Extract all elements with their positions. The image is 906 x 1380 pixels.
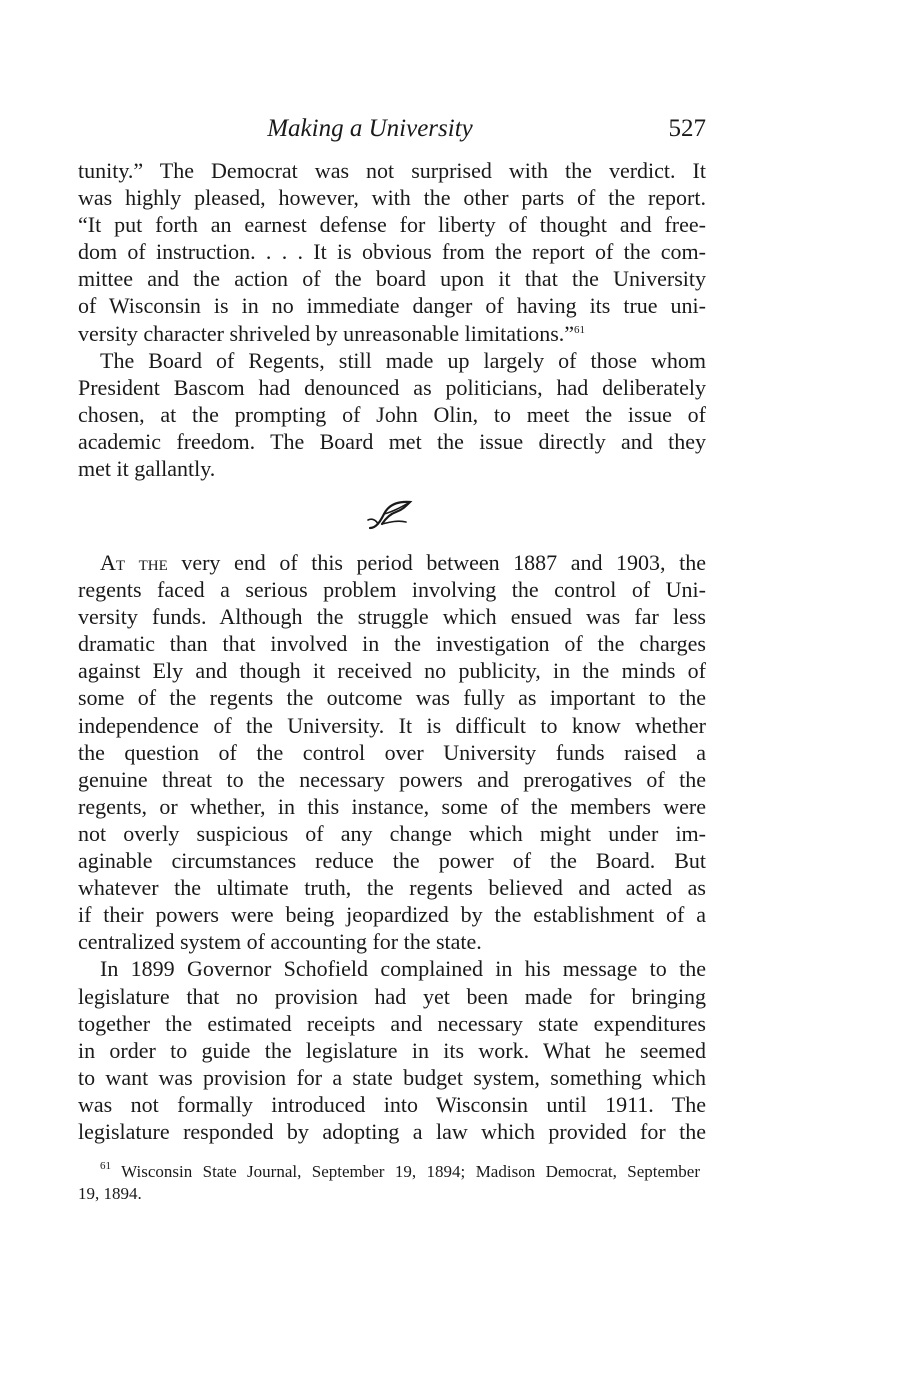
text-line: whatever the ultimate truth, the regents believed and acted as: [78, 875, 706, 901]
text-line: if their powers were being jeopardized by the establishment of a: [78, 902, 706, 928]
text-line: regents faced a serious problem involving the control of Uni-: [78, 577, 706, 603]
main-text-bottom: [78, 549, 706, 1145]
footnote-text: 19, 1894.: [78, 1184, 142, 1203]
text-line: versity character shriveled by unreasonable limitations.”: [78, 320, 575, 346]
page-number: 527: [668, 115, 706, 142]
text-line: dom of instruction. . . . It is obvious from the report of the com-: [78, 239, 706, 265]
text-line: legislature responded by adopting a law which provided for the: [78, 1118, 706, 1144]
text-line: not overly suspicious of any change which might under im-: [78, 820, 706, 846]
leaf-ornament-icon: [366, 498, 416, 532]
small-caps-lead: At the: [100, 550, 168, 575]
text-line: very end of this period between 1887 and 1903, the: [167, 550, 706, 575]
text-line: “It put forth an earnest defense for liberty of thought and free-: [78, 212, 706, 238]
footnote-reference: 61: [574, 323, 586, 336]
text-line: President Bascom had denounced as politicians, had deliberately: [78, 374, 706, 400]
text-line: met it gallantly.: [78, 456, 216, 482]
text-line: The Board of Regents, still made up largely of those whom: [100, 347, 706, 373]
paragraph-2: [78, 347, 706, 482]
text-line: centralized system of accounting for the state.: [78, 929, 482, 955]
text-line: genuine threat to the necessary powers and prerogatives of the: [78, 766, 706, 792]
text-line: regents, or whether, in this instance, some of the members were: [78, 793, 706, 819]
paragraph-1: [78, 157, 706, 347]
text-line: in order to guide the legislature in its work. What he seemed: [78, 1037, 706, 1063]
footnote: [78, 1161, 700, 1205]
text-line: mittee and the action of the board upon it that the University: [78, 266, 706, 292]
paragraph-4: [78, 955, 706, 1145]
text-line: together the estimated receipts and necessary state expenditures: [78, 1010, 706, 1036]
text-line: versity funds. Although the struggle which ensued was far less: [78, 604, 706, 630]
text-line: some of the regents the outcome was fully as important to the: [78, 685, 706, 711]
main-text-top: [78, 157, 706, 482]
text-line-with-lead: [78, 549, 706, 576]
footnote-line: [78, 1161, 700, 1183]
footnote-number: 61: [100, 1160, 111, 1172]
text-line: In 1899 Governor Schofield complained in his message to the: [100, 956, 706, 982]
text-line: academic freedom. The Board met the issue directly and they: [78, 428, 706, 454]
text-line-with-note: [78, 320, 706, 347]
text-line: against Ely and though it received no publicity, in the minds of: [78, 658, 706, 684]
text-line: was highly pleased, however, with the other parts of the report.: [78, 185, 706, 211]
text-line: dramatic than that involved in the investigation of the charges: [78, 631, 706, 657]
text-line: to want was provision for a state budget system, something which: [78, 1064, 706, 1090]
text-line: independence of the University. It is difficult to know whether: [78, 712, 706, 738]
running-head: [80, 114, 706, 146]
footnote-text: Wisconsin State Journal, September 19, 1894; Madison Democrat, September: [121, 1162, 701, 1181]
text-line: legislature that no provision had yet been made for bringing: [78, 983, 706, 1009]
text-line: chosen, at the prompting of John Olin, to meet the issue of: [78, 401, 706, 427]
text-line: tunity.” The Democrat was not surprised with the verdict. It: [78, 158, 706, 183]
text-line: the question of the control over University funds raised a: [78, 739, 706, 765]
running-head-title: Making a University: [267, 115, 473, 142]
text-line: was not formally introduced into Wisconsin until 1911. The: [78, 1091, 706, 1117]
text-line: of Wisconsin is in no immediate danger of having its true uni-: [78, 293, 706, 319]
paragraph-3: [78, 549, 706, 955]
text-line: aginable circumstances reduce the power of the Board. But: [78, 848, 706, 874]
